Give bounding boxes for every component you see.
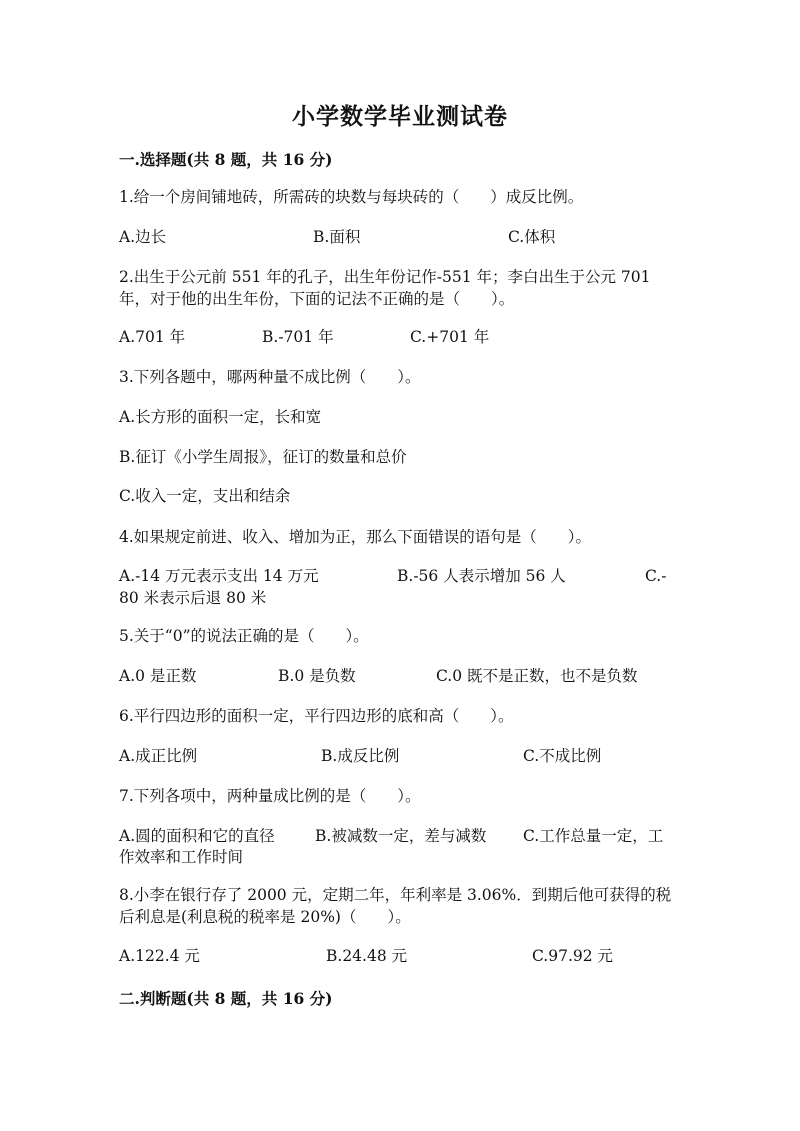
page-title: 小学数学毕业测试卷 bbox=[292, 103, 508, 130]
option-5c: C.0 既不是正数，也不是负数 bbox=[436, 667, 638, 685]
question-8: 8.小李在银行存了 2000 元，定期二年，年利率是 3.06%．到期后他可获得的税后利息是(利息税的税率是 20%)（ ）。 bbox=[119, 886, 672, 926]
option-8b: B.24.48 元 bbox=[326, 947, 408, 965]
option-3c: C.收入一定，支出和结余 bbox=[119, 487, 291, 505]
option-6a: A.成正比例 bbox=[119, 747, 198, 765]
question-2: 2.出生于公元前 551 年的孔子，出生年份记作-551 年；李白出生于公元 701 年，对于他的出生年份，下面的记法不正确的是（ ）。 bbox=[119, 268, 651, 308]
question-7: 7.下列各项中，两种量成比例的是（ ）。 bbox=[119, 787, 421, 805]
option-1c: C.体积 bbox=[508, 228, 556, 246]
option-4c-cont: 80 米表示后退 80 米 bbox=[119, 589, 267, 607]
option-1b: B.面积 bbox=[313, 228, 361, 246]
question-1: 1.给一个房间铺地砖，所需砖的块数与每块砖的（ ）成反比例。 bbox=[119, 188, 584, 206]
question-5: 5.关于“0”的说法正确的是（ ）。 bbox=[119, 627, 369, 645]
option-4b: B.-56 人表示增加 56 人 bbox=[397, 567, 566, 585]
option-7c-cont: 作效率和工作时间 bbox=[119, 848, 244, 866]
option-4a: A.-14 万元表示支出 14 万元 bbox=[119, 567, 319, 585]
option-5a: A.0 是正数 bbox=[119, 667, 197, 685]
option-6c: C.不成比例 bbox=[523, 747, 602, 765]
option-2c: C.+701 年 bbox=[410, 328, 490, 346]
option-3a: A.长方形的面积一定，长和宽 bbox=[119, 408, 322, 426]
option-1a: A.边长 bbox=[119, 228, 167, 246]
option-5b: B.0 是负数 bbox=[278, 667, 356, 685]
option-8c: C.97.92 元 bbox=[532, 947, 614, 965]
section-heading-choice: 一.选择题(共 8 题，共 16 分) bbox=[119, 150, 333, 169]
option-2a: A.701 年 bbox=[119, 328, 186, 346]
option-7c-start: C.工作总量一定，工 bbox=[523, 827, 664, 845]
section-heading-judgement: 二.判断题(共 8 题，共 16 分) bbox=[119, 989, 333, 1008]
question-6: 6.平行四边形的面积一定，平行四边形的底和高（ ）。 bbox=[119, 707, 514, 725]
option-4c-start: C.- bbox=[645, 567, 667, 585]
question-3: 3.下列各题中，哪两种量不成比例（ ）。 bbox=[119, 368, 421, 386]
option-7b: B.被减数一定，差与减数 bbox=[315, 827, 487, 845]
option-6b: B.成反比例 bbox=[321, 747, 400, 765]
option-3b: B.征订《小学生周报》，征订的数量和总价 bbox=[119, 448, 407, 466]
option-8a: A.122.4 元 bbox=[119, 947, 200, 965]
option-2b: B.-701 年 bbox=[262, 328, 334, 346]
option-7a: A.圆的面积和它的直径 bbox=[119, 827, 275, 845]
question-4: 4.如果规定前进、收入、增加为正，那么下面错误的语句是（ ）。 bbox=[119, 528, 592, 546]
